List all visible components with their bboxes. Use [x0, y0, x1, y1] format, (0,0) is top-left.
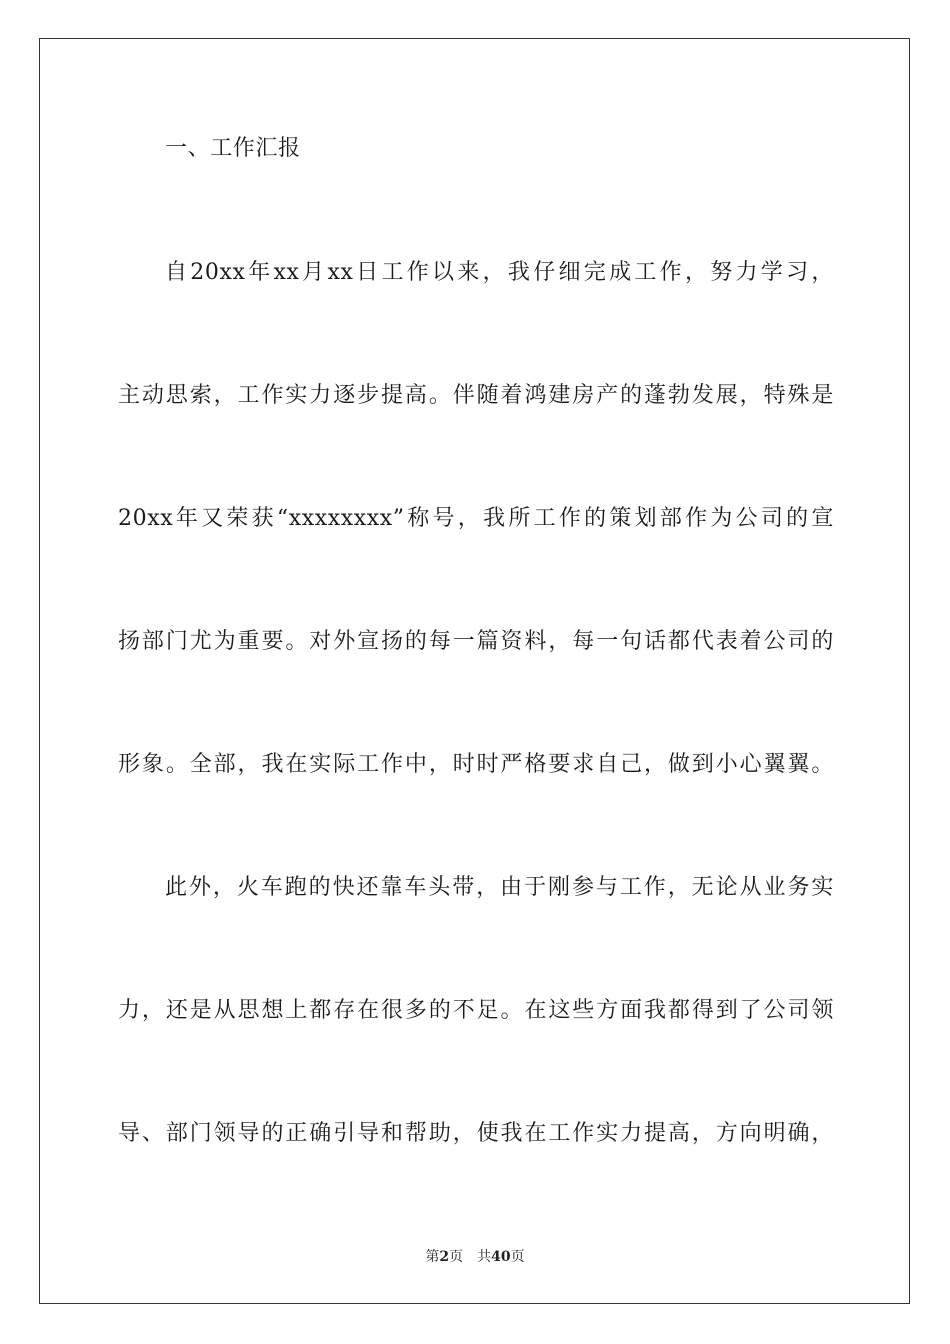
total-prefix: 共: [477, 1249, 492, 1265]
paragraph-line: 导、部门领导的正确引导和帮助，使我在工作实力提高，方向明确，: [118, 1121, 834, 1146]
paragraph-line: 扬部门尤为重要。对外宣扬的每一篇资料，每一句话都代表着公司的: [118, 629, 834, 654]
page-border: [39, 38, 910, 1304]
paragraph-line: 自20xx年xx月xx日工作以来，我仔细完成工作，努力学习，: [165, 260, 834, 285]
page-footer: [0, 1248, 950, 1266]
current-page-number: 2: [439, 1249, 450, 1265]
paragraph-line: 力，还是从思想上都存在很多的不足。在这些方面我都得到了公司领: [118, 998, 834, 1023]
total-suffix: 页: [510, 1249, 525, 1265]
total-page-number: 40: [491, 1249, 511, 1265]
paragraph-line: 20xx年又荣获“xxxxxxxx”称号，我所工作的策划部作为公司的宣: [118, 506, 834, 531]
page-suffix: 页: [449, 1249, 464, 1265]
page-prefix: 第: [425, 1249, 440, 1265]
section-heading: 一、工作汇报: [165, 136, 301, 161]
paragraph-line: 此外，火车跑的快还靠车头带，由于刚参与工作，无论从业务实: [165, 875, 834, 900]
paragraph-line: 形象。全部，我在实际工作中，时时严格要求自己，做到小心翼翼。: [118, 752, 834, 777]
paragraph-line: 主动思索，工作实力逐步提高。伴随着鸿建房产的蓬勃发展，特殊是: [118, 383, 834, 408]
